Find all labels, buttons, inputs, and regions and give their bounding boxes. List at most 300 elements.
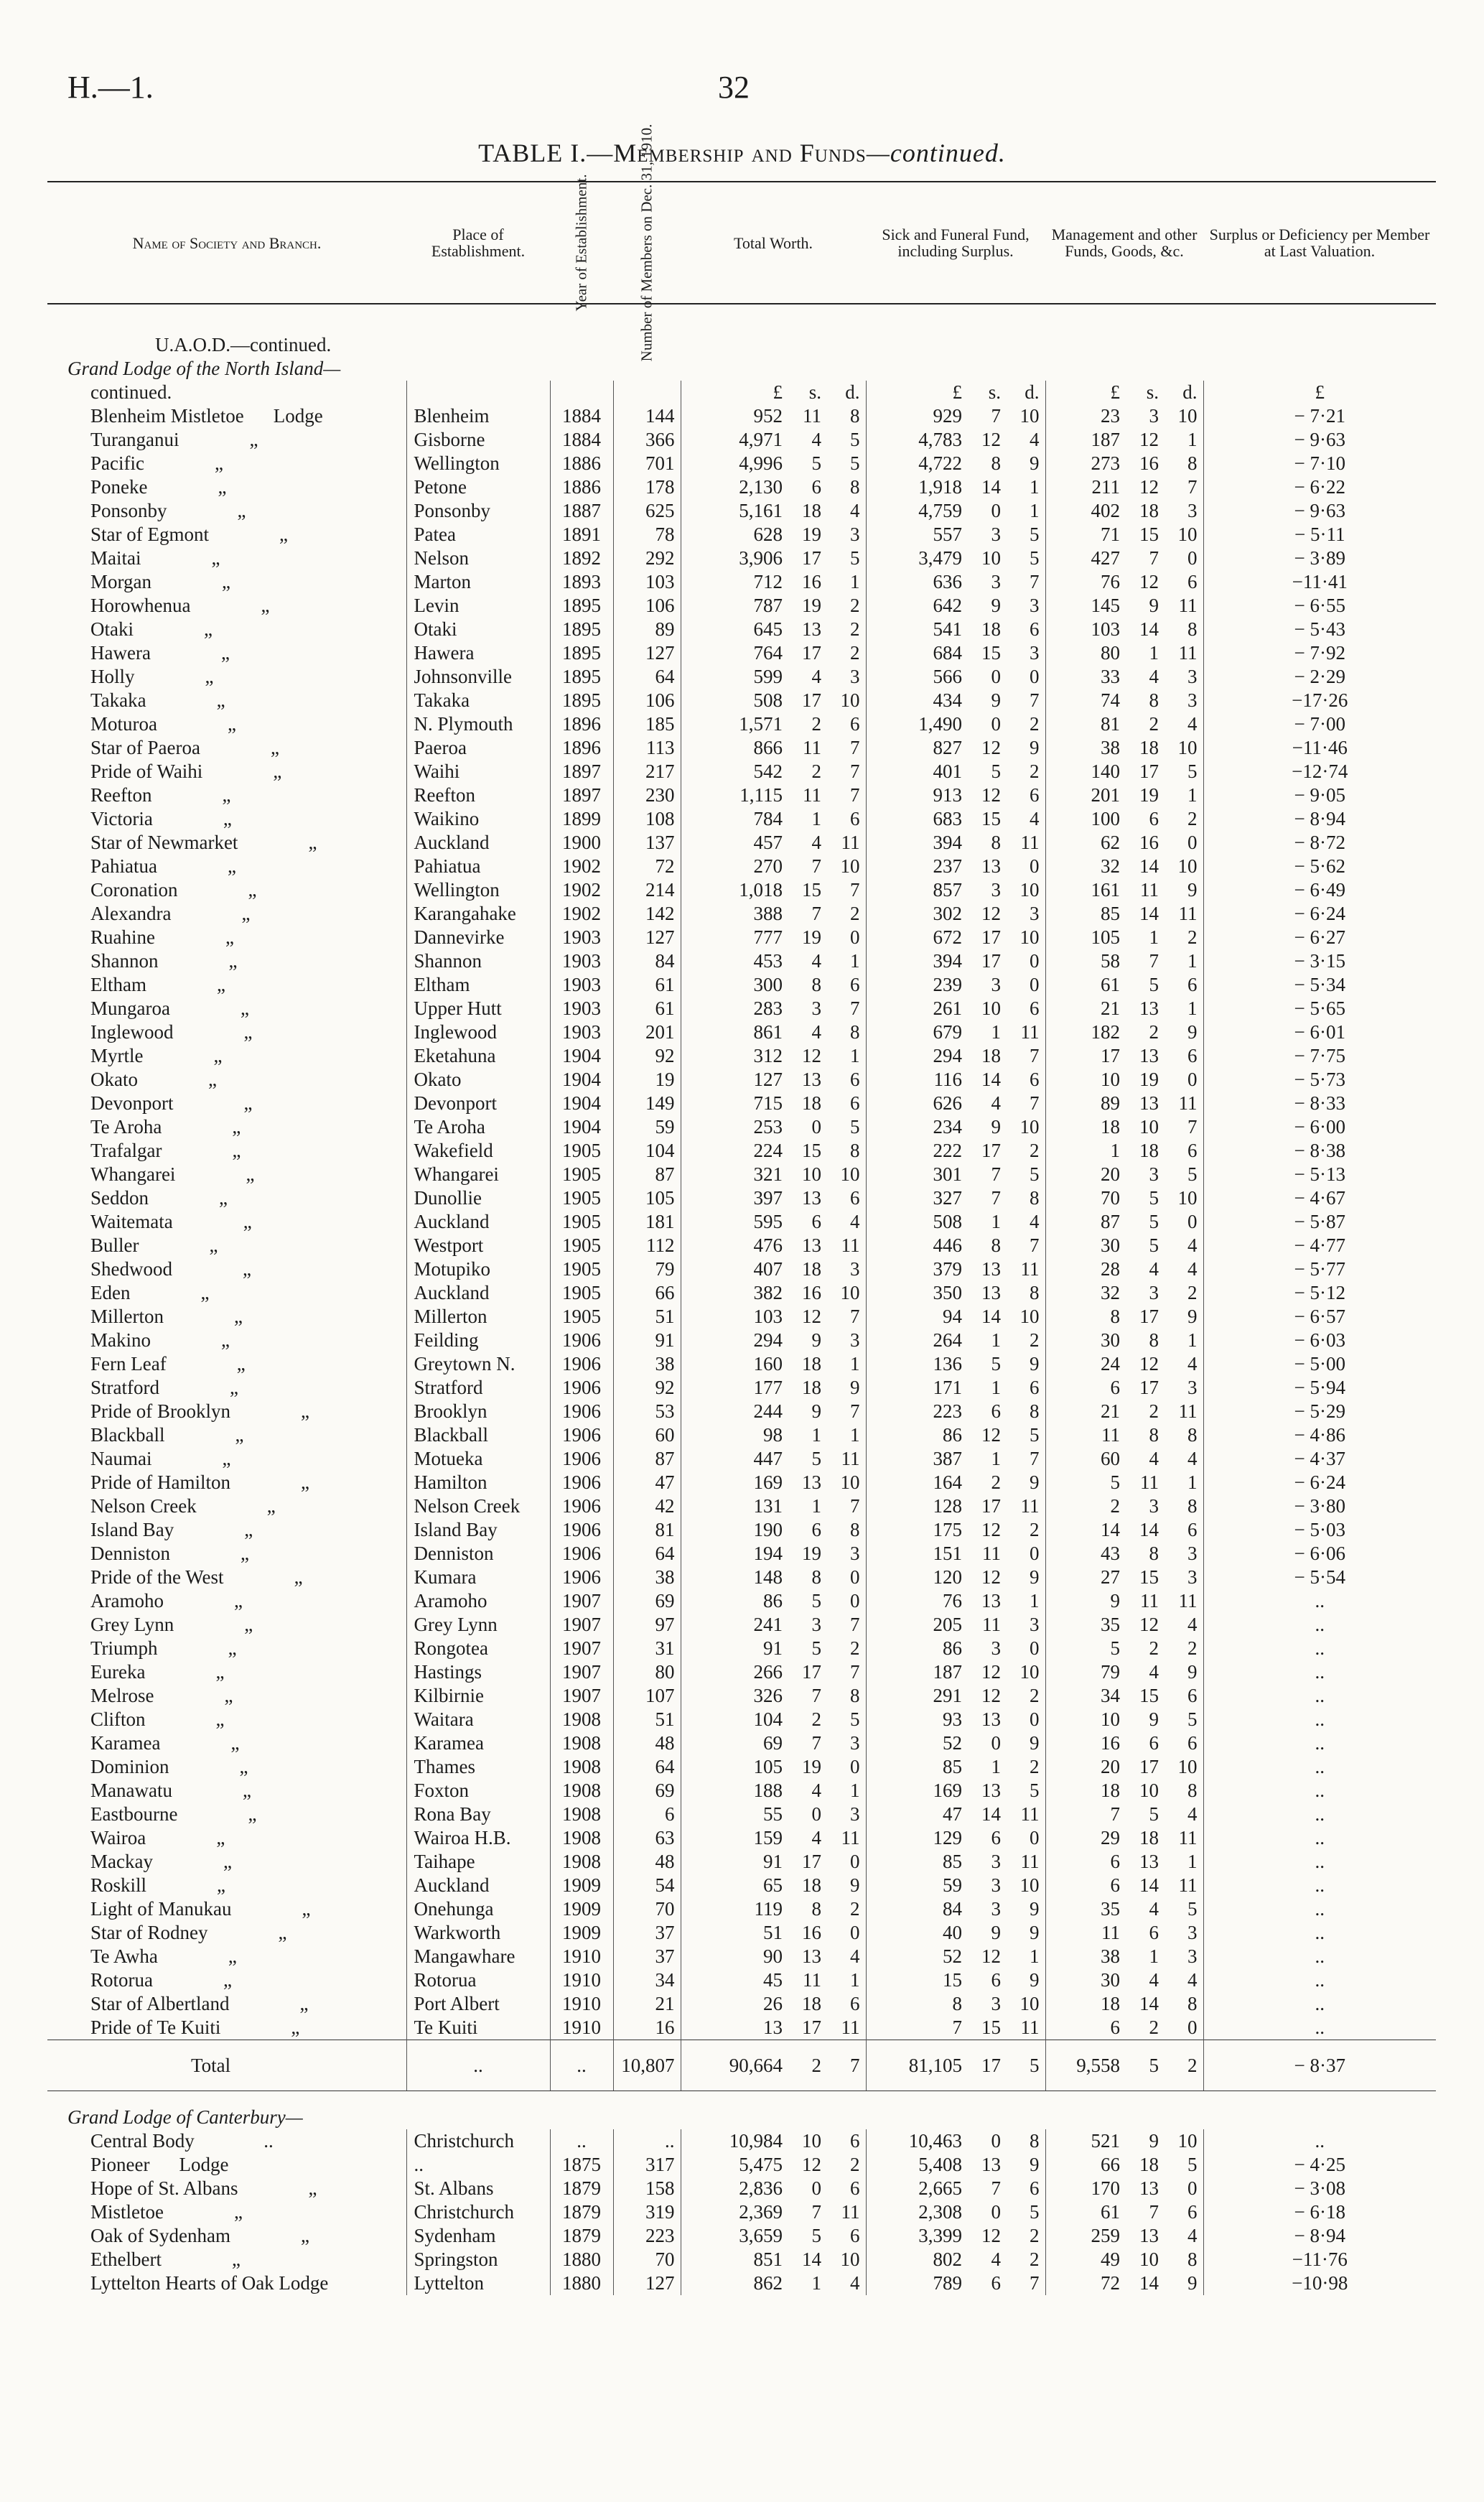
society-name-cell <box>47 1044 406 1068</box>
members-cell: 142 <box>613 902 681 926</box>
table-row <box>47 1400 1436 1423</box>
year-cell: 1900 <box>550 831 613 855</box>
year-cell: 1884 <box>550 404 613 428</box>
sick-fund-pounds: 1,490 <box>866 712 968 736</box>
sick-fund-shillings: 1 <box>991 1211 1001 1232</box>
total-worth-pounds: 26 <box>681 1992 788 2016</box>
sick-fund-shillings: 12 <box>981 1566 1001 1588</box>
management-fund-pounds: 28 <box>1045 1257 1126 1281</box>
society-name-cell <box>47 594 406 618</box>
management-fund-pounds: 72 <box>1045 2271 1126 2295</box>
society-name-cell <box>47 878 406 902</box>
society-name-cell <box>47 1281 406 1305</box>
society-name-cell <box>47 712 406 736</box>
sick-fund-pounds: 8 <box>866 1992 968 2016</box>
sick-fund-pounds: 301 <box>866 1163 968 1186</box>
year-cell: 1908 <box>550 1779 613 1803</box>
management-fund-pounds: 38 <box>1045 736 1126 760</box>
year-cell: 1896 <box>550 736 613 760</box>
total-worth-shillings: 7 <box>811 1685 821 1706</box>
total-worth-pence: 11 <box>841 1827 860 1848</box>
management-fund-pence: 4 <box>1187 2225 1198 2246</box>
year-cell: 1906 <box>550 1400 613 1423</box>
sick-fund-pounds: 291 <box>866 1684 968 1708</box>
members-cell: 137 <box>613 831 681 855</box>
year-cell: 1909 <box>550 1874 613 1897</box>
total-worth-pence: 10 <box>840 689 860 711</box>
total-worth-pounds: 86 <box>681 1589 788 1613</box>
table-row <box>47 1755 1436 1779</box>
society-name-cell <box>47 736 406 760</box>
management-fund-shillings: 19 <box>1139 1069 1159 1090</box>
sick-fund-pence: 7 <box>1030 571 1040 592</box>
year-cell: 1908 <box>550 1803 613 1826</box>
total-worth-pence: 6 <box>850 713 860 735</box>
management-fund-pounds: 18 <box>1045 1115 1126 1139</box>
total-worth-pounds: 382 <box>681 1281 788 1305</box>
total-worth-pounds: 103 <box>681 1305 788 1329</box>
society-name-cell <box>47 1305 406 1329</box>
total-worth-pounds: 715 <box>681 1092 788 1115</box>
place-cell: Marton <box>406 570 550 594</box>
table-row <box>47 1850 1436 1874</box>
management-fund-shillings: 8 <box>1149 689 1159 711</box>
year-cell: 1892 <box>550 547 613 570</box>
table-row <box>47 1613 1436 1637</box>
sick-fund-pounds: 4,759 <box>866 499 968 523</box>
society-name: Denniston <box>90 1543 170 1564</box>
sick-fund-pence: 3 <box>1030 1614 1040 1635</box>
spacer-row <box>47 304 1436 333</box>
place-cell: Petone <box>406 475 550 499</box>
management-fund-shillings: 7 <box>1149 547 1159 569</box>
society-name: Buller <box>90 1234 139 1256</box>
sick-fund-pounds: 94 <box>866 1305 968 1329</box>
society-name: Light of Manukau <box>90 1898 232 1920</box>
management-fund-pounds: 2 <box>1045 1494 1126 1518</box>
sick-fund-pence: 1 <box>1030 476 1040 498</box>
year-cell: 1903 <box>550 1020 613 1044</box>
management-fund-pence: 8 <box>1187 452 1198 474</box>
management-fund-pence: 11 <box>1178 1827 1198 1848</box>
society-name: Turanganui <box>90 429 179 450</box>
society-suffix: „ <box>244 1519 253 1540</box>
members-cell: 149 <box>613 1092 681 1115</box>
management-fund-pence: 5 <box>1187 1708 1198 1730</box>
sick-fund-shillings: 15 <box>981 2017 1001 2038</box>
total-worth-pence: 0 <box>850 1922 860 1943</box>
sick-fund-pence: 2 <box>1030 1519 1040 1540</box>
year-cell: 1906 <box>550 1471 613 1494</box>
total-worth-pounds: 1,571 <box>681 712 788 736</box>
caption-suffix: —continued. <box>866 139 1006 167</box>
society-suffix: „ <box>243 1021 253 1043</box>
sick-fund-shillings: 0 <box>991 2130 1001 2152</box>
management-fund-pounds: 66 <box>1045 2153 1126 2177</box>
sick-fund-pounds: 642 <box>866 594 968 618</box>
total-worth-pounds: 188 <box>681 1779 788 1803</box>
management-fund-shillings: 4 <box>1149 1898 1159 1920</box>
management-fund-pounds: 35 <box>1045 1613 1126 1637</box>
year-cell: 1906 <box>550 1376 613 1400</box>
society-name: Grey Lynn <box>90 1614 174 1635</box>
sick-fund-pence: 0 <box>1030 1708 1040 1730</box>
members-cell: 37 <box>613 1921 681 1945</box>
society-suffix: Lodge <box>179 2154 229 2175</box>
management-fund-shillings: 16 <box>1139 452 1159 474</box>
management-fund-pence: 1 <box>1187 997 1198 1019</box>
members-cell: 70 <box>613 1897 681 1921</box>
total-worth-pence: 7 <box>850 1400 860 1422</box>
society-name: Star of Paeroa <box>90 737 200 758</box>
total-worth-shillings: 18 <box>802 1377 821 1398</box>
sick-fund-pounds: 128 <box>866 1494 968 1518</box>
management-fund-pounds: 62 <box>1045 831 1126 855</box>
sick-fund-pounds: 85 <box>866 1755 968 1779</box>
society-name: Pride of the West <box>90 1566 224 1588</box>
management-fund-shillings: 14 <box>1139 903 1159 924</box>
society-name: Manawatu <box>90 1780 172 1801</box>
currency-row <box>47 381 1436 404</box>
table-row <box>47 1186 1436 1210</box>
society-name-cell <box>47 1708 406 1731</box>
central-body-row <box>47 2129 1436 2153</box>
members-cell: 106 <box>613 594 681 618</box>
table-row <box>47 1281 1436 1305</box>
total-worth-shillings: 2 <box>788 2040 827 2091</box>
table-row <box>47 973 1436 997</box>
management-fund-pence: 4 <box>1187 713 1198 735</box>
society-suffix: „ <box>270 737 279 758</box>
management-fund-pounds: 81 <box>1045 712 1126 736</box>
surplus-cell: .. <box>1203 1613 1436 1637</box>
total-worth-shillings: 7 <box>811 903 821 924</box>
management-fund-pence: 4 <box>1187 1614 1198 1635</box>
society-name-cell <box>47 1447 406 1471</box>
management-fund-pence: 3 <box>1187 1566 1198 1588</box>
header-row <box>47 182 1436 304</box>
table-row <box>47 594 1436 618</box>
year-cell: 1910 <box>550 1968 613 1992</box>
sick-fund-pounds: 541 <box>866 618 968 641</box>
management-fund-pounds: 18 <box>1045 1779 1126 1803</box>
total-management-shillings: 5 <box>1126 2040 1165 2091</box>
management-fund-pence: 2 <box>1187 1282 1198 1303</box>
society-name-cell <box>47 1660 406 1684</box>
management-fund-pence: 2 <box>1187 926 1198 948</box>
surplus-cell: .. <box>1203 1921 1436 1945</box>
management-fund-pence: 9 <box>1187 1661 1198 1683</box>
total-worth-pounds: 777 <box>681 926 788 949</box>
surplus-cell: .. <box>1203 2129 1436 2153</box>
total-worth-shillings: 18 <box>802 1258 821 1280</box>
total-worth-shillings: 2 <box>811 1708 821 1730</box>
place-cell: Warkworth <box>406 1921 550 1945</box>
society-name: Mungaroa <box>90 997 170 1019</box>
management-fund-pounds: 60 <box>1045 1447 1126 1471</box>
society-name: Millerton <box>90 1306 164 1327</box>
management-fund-pence: 8 <box>1187 1495 1198 1517</box>
society-suffix: „ <box>228 1945 237 1967</box>
total-worth-pence: 8 <box>850 1519 860 1540</box>
year-cell: 1902 <box>550 902 613 926</box>
sick-fund-shillings: 15 <box>981 808 1001 829</box>
sick-fund-pence: 7 <box>1030 1092 1040 1114</box>
sick-fund-pounds: 40 <box>866 1921 968 1945</box>
total-members: 10,807 <box>613 2040 681 2091</box>
total-worth-pounds: 45 <box>681 1968 788 1992</box>
table-row <box>47 1234 1436 1257</box>
total-worth-pence: 5 <box>850 547 860 569</box>
mgmt-shilling-label: s. <box>1146 381 1159 403</box>
total-worth-shillings: 18 <box>802 500 821 521</box>
society-name: Devonport <box>90 1092 174 1114</box>
members-cell: 84 <box>613 949 681 973</box>
sick-fund-shillings: 9 <box>991 689 1001 711</box>
sick-fund-pence: 11 <box>1020 1495 1040 1517</box>
place-cell: Blackball <box>406 1423 550 1447</box>
total-worth-pounds: 388 <box>681 902 788 926</box>
total-worth-pence: 11 <box>841 1448 860 1469</box>
total-worth-shillings: 2 <box>811 761 821 782</box>
society-suffix: „ <box>308 2177 317 2199</box>
sick-fund-shillings: 12 <box>981 429 1001 450</box>
society-name-cell <box>47 1968 406 1992</box>
society-name-cell <box>47 1234 406 1257</box>
total-worth-pounds: 266 <box>681 1660 788 1684</box>
society-name: Ruahine <box>90 926 155 948</box>
total-worth-pounds: 105 <box>681 1755 788 1779</box>
members-cell: 230 <box>613 783 681 807</box>
society-name-cell <box>47 1731 406 1755</box>
society-suffix: „ <box>222 571 230 592</box>
year-cell: 1907 <box>550 1684 613 1708</box>
sick-fund-pence: 9 <box>1030 2154 1040 2175</box>
table-row <box>47 760 1436 783</box>
management-fund-shillings: 6 <box>1149 1732 1159 1754</box>
sick-fund-pence: 6 <box>1030 997 1040 1019</box>
place-cell: Eketahuna <box>406 1044 550 1068</box>
sick-fund-shillings: 12 <box>981 2225 1001 2246</box>
sick-fund-shillings: 12 <box>981 903 1001 924</box>
year-cell: 1879 <box>550 2224 613 2248</box>
management-fund-pence: 5 <box>1187 761 1198 782</box>
year-cell: 1895 <box>550 689 613 712</box>
surplus-cell: − 9·05 <box>1203 783 1436 807</box>
sick-fund-pounds: 394 <box>866 949 968 973</box>
society-name-cell <box>47 1423 406 1447</box>
table-row <box>47 855 1436 878</box>
total-worth-pounds: 194 <box>681 1542 788 1566</box>
members-cell: 106 <box>613 689 681 712</box>
total-worth-pence: 5 <box>850 452 860 474</box>
management-fund-pence: 2 <box>1187 1637 1198 1659</box>
sick-fund-shillings: 12 <box>981 1661 1001 1683</box>
surplus-pound-label: £ <box>1203 381 1436 404</box>
management-fund-shillings: 3 <box>1149 1282 1159 1303</box>
management-fund-pounds: 211 <box>1045 475 1126 499</box>
management-fund-pence: 0 <box>1187 832 1198 853</box>
management-fund-shillings: 2 <box>1149 2017 1159 2038</box>
society-name-cell <box>47 2016 406 2040</box>
sick-fund-pence: 9 <box>1030 1969 1040 1991</box>
sick-fund-shillings: 13 <box>981 855 1001 877</box>
society-suffix: „ <box>249 429 258 450</box>
sick-fund-pounds: 327 <box>866 1186 968 1210</box>
management-fund-pence: 6 <box>1187 1519 1198 1540</box>
surplus-cell: − 4·25 <box>1203 2153 1436 2177</box>
year-cell: 1909 <box>550 1921 613 1945</box>
sick-fund-shillings: 0 <box>991 2201 1001 2223</box>
total-worth-pence: 0 <box>850 1851 860 1872</box>
total-worth-pounds: 4,996 <box>681 452 788 475</box>
sick-fund-shillings: 3 <box>991 1851 1001 1872</box>
total-worth-pounds: 599 <box>681 665 788 689</box>
society-name: Victoria <box>90 808 153 829</box>
sick-fund-shillings: 9 <box>991 595 1001 616</box>
management-fund-shillings: 11 <box>1140 1590 1159 1612</box>
total-worth-pounds: 270 <box>681 855 788 878</box>
year-cell: 1895 <box>550 665 613 689</box>
sick-fund-pence: 9 <box>1030 1898 1040 1920</box>
sick-fund-shillings: 12 <box>981 737 1001 758</box>
society-name-cell <box>47 831 406 855</box>
place-cell: Te Kuiti <box>406 2016 550 2040</box>
society-name: Melrose <box>90 1685 154 1706</box>
society-suffix: „ <box>216 1827 225 1848</box>
sick-fund-pence: 6 <box>1030 1377 1040 1398</box>
management-fund-pence: 8 <box>1187 1993 1198 2014</box>
sick-fund-shillings: 6 <box>991 1969 1001 1991</box>
society-name: Coronation <box>90 879 178 901</box>
sick-fund-shillings: 0 <box>991 1732 1001 1754</box>
year-cell: 1875 <box>550 2153 613 2177</box>
members-cell: 214 <box>613 878 681 902</box>
society-name-cell <box>47 1992 406 2016</box>
table-row <box>47 2200 1436 2224</box>
place-cell: Feilding <box>406 1329 550 1352</box>
management-fund-pounds: 71 <box>1045 523 1126 547</box>
society-suffix: „ <box>222 1448 231 1469</box>
year-cell: 1887 <box>550 499 613 523</box>
total-worth-shillings: 1 <box>811 808 821 829</box>
table-row <box>47 1589 1436 1613</box>
society-suffix: „ <box>220 642 230 664</box>
management-fund-pence: 3 <box>1187 666 1198 687</box>
society-name-cell <box>47 1542 406 1566</box>
table-row <box>47 1471 1436 1494</box>
sick-fund-pounds: 2,665 <box>866 2177 968 2200</box>
sick-fund-pence: 1 <box>1030 1945 1040 1967</box>
total-worth-pounds: 148 <box>681 1566 788 1589</box>
sick-fund-shillings: 1 <box>991 1756 1001 1777</box>
members-cell: 38 <box>613 1352 681 1376</box>
sick-fund-pence: 8 <box>1030 1400 1040 1422</box>
central-body-dots: .. <box>263 2130 274 2152</box>
total-worth-shillings: 5 <box>811 452 821 474</box>
total-worth-pence: 6 <box>850 2225 860 2246</box>
place-cell: Te Aroha <box>406 1115 550 1139</box>
total-worth-shillings: 7 <box>811 2201 821 2223</box>
sick-fund-shillings: 14 <box>981 1069 1001 1090</box>
total-worth-shillings: 13 <box>802 1945 821 1967</box>
members-cell: 103 <box>613 570 681 594</box>
society-name: Te Aroha <box>90 1116 162 1138</box>
place-cell: Upper Hutt <box>406 997 550 1020</box>
total-worth-pence: 10 <box>840 855 860 877</box>
sick-fund-shillings: 10 <box>981 547 1001 569</box>
society-name-cell <box>47 1874 406 1897</box>
management-fund-pounds: 79 <box>1045 1660 1126 1684</box>
sick-fund-shillings: 3 <box>991 524 1001 545</box>
col-worth-header: Total Worth. <box>681 182 866 304</box>
mgmt-pound-label: £ <box>1045 381 1126 404</box>
year-cell: 1906 <box>550 1423 613 1447</box>
year-cell: 1905 <box>550 1281 613 1305</box>
surplus-cell: .. <box>1203 1803 1436 1826</box>
sick-fund-shillings: 18 <box>981 618 1001 640</box>
place-cell: Springston <box>406 2248 550 2271</box>
society-suffix: Lodge <box>273 405 323 427</box>
total-worth-pounds: 131 <box>681 1494 788 1518</box>
society-name: Makino <box>90 1329 151 1351</box>
place-cell: Takaka <box>406 689 550 712</box>
sick-fund-pounds: 222 <box>866 1139 968 1163</box>
management-fund-shillings: 6 <box>1149 808 1159 829</box>
sick-fund-pounds: 387 <box>866 1447 968 1471</box>
management-fund-shillings: 9 <box>1149 2130 1159 2152</box>
sick-fund-shillings: 12 <box>981 784 1001 806</box>
place-cell: Lyttelton <box>406 2271 550 2295</box>
members-cell: 31 <box>613 1637 681 1660</box>
total-worth-pence: 6 <box>850 1092 860 1114</box>
col-sick-header: Sick and Funeral Fund, including Surplus. <box>866 182 1045 304</box>
society-suffix: „ <box>294 1566 303 1588</box>
sick-fund-pounds: 151 <box>866 1542 968 1566</box>
total-worth-pence: 4 <box>850 2272 860 2294</box>
society-name-cell <box>47 618 406 641</box>
table-row <box>47 1684 1436 1708</box>
year-cell: 1906 <box>550 1494 613 1518</box>
sick-fund-pence: 6 <box>1030 2177 1040 2199</box>
society-name: Blackball <box>90 1424 165 1446</box>
caption-prefix: TABLE I.— <box>478 139 614 167</box>
total-place-dots: .. <box>406 2040 550 2091</box>
management-fund-pence: 7 <box>1187 1116 1198 1138</box>
society-name-cell <box>47 475 406 499</box>
sick-fund-pence: 5 <box>1030 1780 1040 1801</box>
total-worth-pounds: 447 <box>681 1447 788 1471</box>
sick-fund-pounds: 557 <box>866 523 968 547</box>
society-suffix: „ <box>230 1377 238 1398</box>
total-worth-pounds: 244 <box>681 1400 788 1423</box>
sick-fund-pence: 5 <box>1030 524 1040 545</box>
sick-fund-pounds: 169 <box>866 1779 968 1803</box>
mgmt-pence-label: d. <box>1182 381 1198 403</box>
management-fund-pence: 4 <box>1187 1234 1198 1256</box>
management-fund-shillings: 10 <box>1139 1780 1159 1801</box>
management-fund-pence: 3 <box>1187 1543 1198 1564</box>
total-worth-pence: 5 <box>850 429 860 450</box>
surplus-cell: − 5·34 <box>1203 973 1436 997</box>
management-fund-shillings: 13 <box>1139 1045 1159 1066</box>
year-cell: 1897 <box>550 783 613 807</box>
management-fund-pence: 5 <box>1187 1163 1198 1185</box>
surplus-cell: − 8·94 <box>1203 807 1436 831</box>
year-cell: 1895 <box>550 641 613 665</box>
society-name: Island Bay <box>90 1519 174 1540</box>
surplus-cell: − 6·27 <box>1203 926 1436 949</box>
